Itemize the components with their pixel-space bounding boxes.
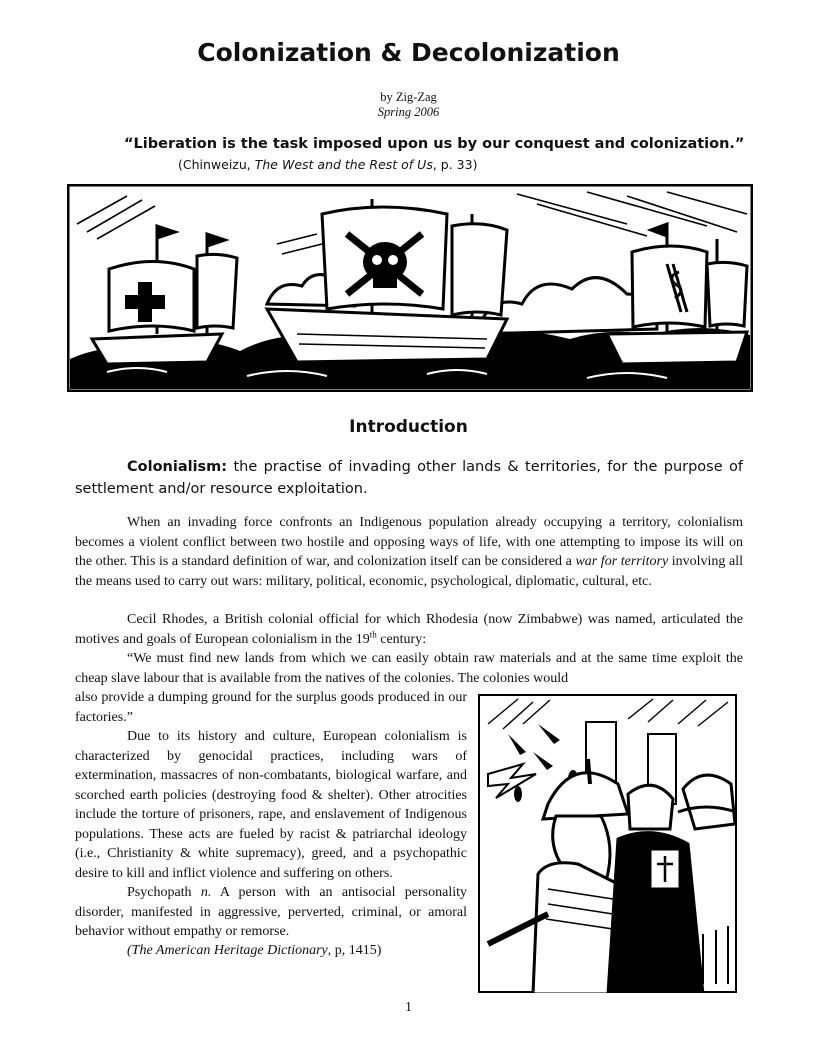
citation-close: , p. 33) (432, 157, 478, 172)
paragraph-2-superscript: th (369, 628, 377, 639)
paragraph-1-emphasis: war for territory (575, 554, 669, 569)
paragraph-3-continued: also provide a dumping ground for the surplus goods produced in our factories.” (75, 690, 467, 725)
page-title: Colonization & Decolonization (197, 38, 620, 67)
psychopath-term: Psychopath (127, 885, 201, 900)
citation-open: (Chinweizu, (178, 157, 255, 172)
definition-text: the practise of invading other lands & territories, for the purpose of settlement and/or resource exploitation. (75, 459, 743, 497)
paragraph-2 (75, 610, 743, 649)
paragraph-3-text-a: “We must find new lands from which we can easily obtain raw materials and at the same time exploit the cheap slave labour that is available from the natives of the colonies. The colonies would (75, 651, 743, 686)
epigraph-quote: “Liberation is the task imposed upon us by our conquest and colonization.” (124, 136, 745, 152)
author: by Zig-Zag (380, 90, 437, 104)
dictionary-page: , p, 1415) (327, 943, 382, 958)
epigraph-citation (178, 157, 477, 172)
paragraph-1-text-b: involving all the means used to carry out wars: military, political, economic, psychological, diplomatic, cultural, etc. (75, 554, 743, 589)
psychopath-definition (75, 883, 467, 942)
ships-woodcut-icon (67, 184, 753, 392)
dictionary-citation (75, 941, 467, 961)
page-number: 1 (405, 1000, 412, 1015)
psychopath-text: A person with an antisocial personality disorder, manifested in aggressive, perverted, criminal, or amoral behavior without empathy or remorse. (75, 885, 467, 939)
paragraph-4-text: Due to its history and culture, European colonialism is characterized by genocidal practices, including wars of extermination, massacres of non-combatants, biological warfare, and scorched earth policies (destroying food & shelter). Other atrocities include the torture of prisoners, rape, and enslavement of Indigenous populations. These acts are fueled by racist & patriarchal ideology (i.e., Christianity & white supremacy), greed, and a psychopathic desire to kill and inflict violence and suffering on others. (75, 729, 467, 881)
paragraph-4 (75, 727, 467, 883)
definition-term: Colonialism: (127, 459, 228, 475)
paragraph-2-text-b: century: (376, 631, 427, 647)
paragraph-1 (75, 513, 743, 591)
paragraph-3-rhodes-quote (75, 649, 743, 688)
colonialism-definition (75, 456, 743, 500)
paragraph-1-text-a: When an invading force confronts an Indigenous population already occupying a territory, colonialism becomes a violent conflict between two hostile and opposing ways of life, with one attempting to impose its will on the other. This is a standard definition of war, and colonization itself can be considered a (75, 515, 743, 569)
dictionary-title: (The American Heritage Dictionary (127, 943, 328, 958)
conquistadors-woodcut-icon (478, 694, 737, 993)
paragraph-2-text-a: Cecil Rhodes, a British colonial official for which Rhodesia (now Zimbabwe) was named, articulated the motives and goals of European colonialism in the 19 (75, 612, 743, 647)
citation-book-title: The West and the Rest of Us (254, 157, 433, 172)
date: Spring 2006 (377, 105, 440, 119)
byline (0, 90, 817, 120)
section-heading-introduction: Introduction (349, 417, 468, 437)
psychopath-pos: n. (200, 885, 212, 900)
